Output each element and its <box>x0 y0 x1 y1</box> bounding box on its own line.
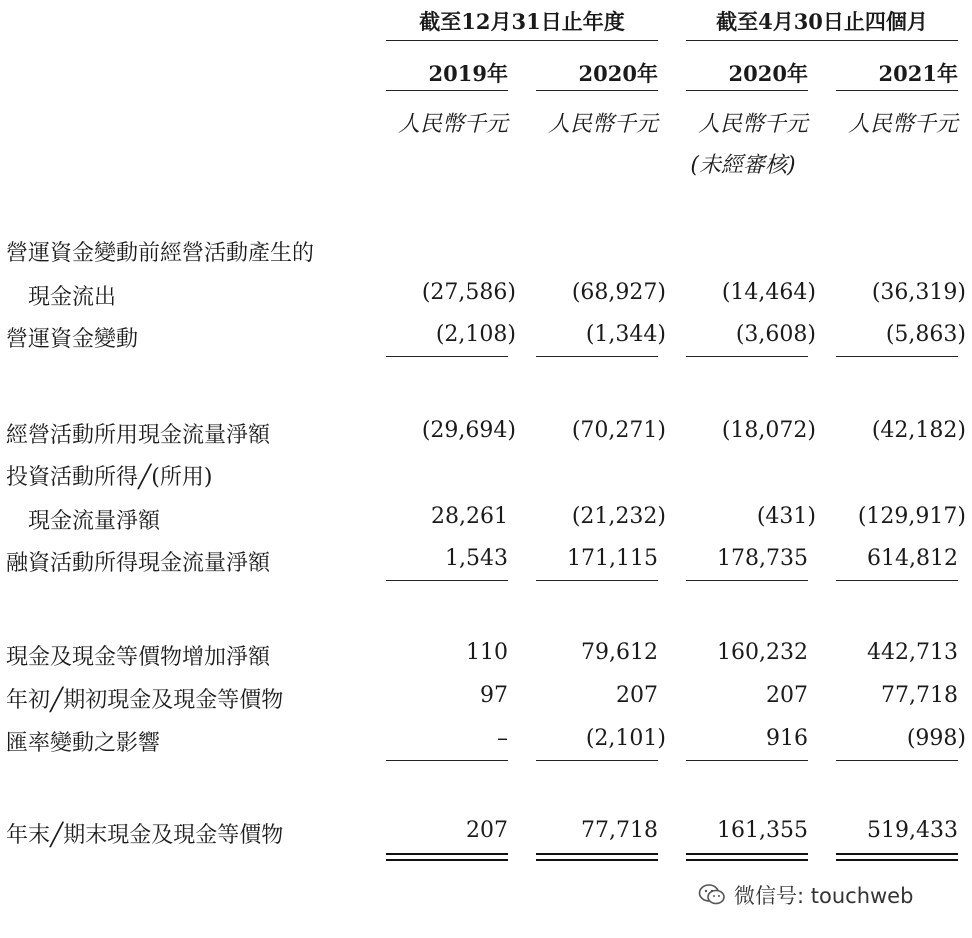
cell-r7-c1: 97 <box>480 683 508 708</box>
wechat-icon <box>698 883 726 907</box>
row-label-investing-line2: 現金流量淨額 <box>28 509 161 534</box>
total-double-rule-c4 <box>836 853 958 861</box>
cell-r4-c4: (129,917) <box>857 504 966 529</box>
col-year-2: 2020年 <box>578 61 658 86</box>
header-group-year-end: 截至12月31日止年度 <box>419 9 625 34</box>
cell-r6-c4: 442,713 <box>867 640 958 665</box>
row-label-net-increase: 現金及現金等價物增加淨額 <box>6 645 271 670</box>
cell-r7-c2: 207 <box>616 683 658 708</box>
row-label-pre-wc-line2: 現金流出 <box>28 285 117 310</box>
total-double-rule-c3 <box>686 853 808 861</box>
subtotal-rule-3-c2 <box>536 760 658 761</box>
row-label-pre-wc-line1: 營運資金變動前經營活動產生的 <box>6 241 315 266</box>
col-year-1: 2019年 <box>428 61 508 86</box>
header-group-four-months-rule <box>686 40 958 41</box>
col-year-1-rule <box>386 90 508 91</box>
col-year-2-rule <box>536 90 658 91</box>
cell-r6-c3: 160,232 <box>717 640 808 665</box>
row-label-beginning-cash: 年初╱期初現金及現金等價物 <box>6 688 284 713</box>
total-double-rule-c1 <box>386 853 508 861</box>
col-unit-2: 人民幣千元 <box>547 112 658 137</box>
col-unaudited-note: (未經審核) <box>690 153 796 178</box>
col-year-4: 2021年 <box>878 61 958 86</box>
subtotal-rule-2-c4 <box>836 580 958 581</box>
subtotal-rule-1-c4 <box>836 356 958 357</box>
header-group-year-end-rule <box>386 40 658 41</box>
cell-r5-c1: 1,543 <box>445 546 508 571</box>
cell-r6-c1: 110 <box>466 640 508 665</box>
subtotal-rule-2-c2 <box>536 580 658 581</box>
cell-r1-c3: (14,464) <box>721 280 816 305</box>
cell-r9-c3: 161,355 <box>717 818 808 843</box>
col-year-4-rule <box>836 90 958 91</box>
cell-r5-c4: 614,812 <box>867 546 958 571</box>
col-year-3: 2020年 <box>728 61 808 86</box>
subtotal-rule-1-c2 <box>536 356 658 357</box>
cell-r9-c1: 207 <box>466 818 508 843</box>
row-label-wc-change: 營運資金變動 <box>6 327 139 352</box>
cell-r5-c2: 171,115 <box>567 546 658 571</box>
cell-r4-c2: (21,232) <box>571 504 666 529</box>
cell-r9-c2: 77,718 <box>581 818 658 843</box>
cell-r3-c2: (70,271) <box>571 418 666 443</box>
watermark <box>698 880 913 910</box>
cell-r8-c2: (2,101) <box>585 726 666 751</box>
cell-r4-c1: 28,261 <box>431 504 508 529</box>
cell-r3-c4: (42,182) <box>871 418 966 443</box>
subtotal-rule-2-c3 <box>686 580 808 581</box>
cell-r5-c3: 178,735 <box>717 546 808 571</box>
cell-r8-c1: – <box>497 726 508 751</box>
cell-r8-c4: (998) <box>906 726 966 751</box>
cell-r2-c3: (3,608) <box>735 322 816 347</box>
col-unit-1: 人民幣千元 <box>397 112 508 137</box>
subtotal-rule-1-c3 <box>686 356 808 357</box>
subtotal-rule-3-c4 <box>836 760 958 761</box>
row-label-financing-net: 融資活動所得現金流量淨額 <box>6 551 271 576</box>
cell-r2-c4: (5,863) <box>885 322 966 347</box>
row-label-ending-cash: 年末╱期末現金及現金等價物 <box>6 823 284 848</box>
cell-r9-c4: 519,433 <box>867 818 958 843</box>
total-double-rule-c2 <box>536 853 658 861</box>
col-unit-4: 人民幣千元 <box>847 112 958 137</box>
row-label-operating-net: 經營活動所用現金流量淨額 <box>6 423 271 448</box>
cell-r2-c1: (2,108) <box>435 322 516 347</box>
cell-r1-c1: (27,586) <box>421 280 516 305</box>
cell-r2-c2: (1,344) <box>585 322 666 347</box>
cell-r1-c4: (36,319) <box>871 280 966 305</box>
col-year-3-rule <box>686 90 808 91</box>
header-group-four-months: 截至4月30日止四個月 <box>716 9 928 34</box>
subtotal-rule-1-c1 <box>386 356 508 357</box>
row-label-investing-line1: 投資活動所得╱(所用) <box>6 465 213 490</box>
cell-r3-c1: (29,694) <box>421 418 516 443</box>
cell-r4-c3: (431) <box>756 504 816 529</box>
subtotal-rule-3-c1 <box>386 760 508 761</box>
watermark-text: 微信号: touchweb <box>734 884 914 908</box>
row-label-fx-effect: 匯率變動之影響 <box>6 731 161 756</box>
cell-r6-c2: 79,612 <box>581 640 658 665</box>
cell-r1-c2: (68,927) <box>571 280 666 305</box>
cell-r7-c4: 77,718 <box>881 683 958 708</box>
cell-r3-c3: (18,072) <box>721 418 816 443</box>
col-unit-3: 人民幣千元 <box>697 112 808 137</box>
subtotal-rule-3-c3 <box>686 760 808 761</box>
subtotal-rule-2-c1 <box>386 580 508 581</box>
cell-r8-c3: 916 <box>766 726 808 751</box>
cell-r7-c3: 207 <box>766 683 808 708</box>
